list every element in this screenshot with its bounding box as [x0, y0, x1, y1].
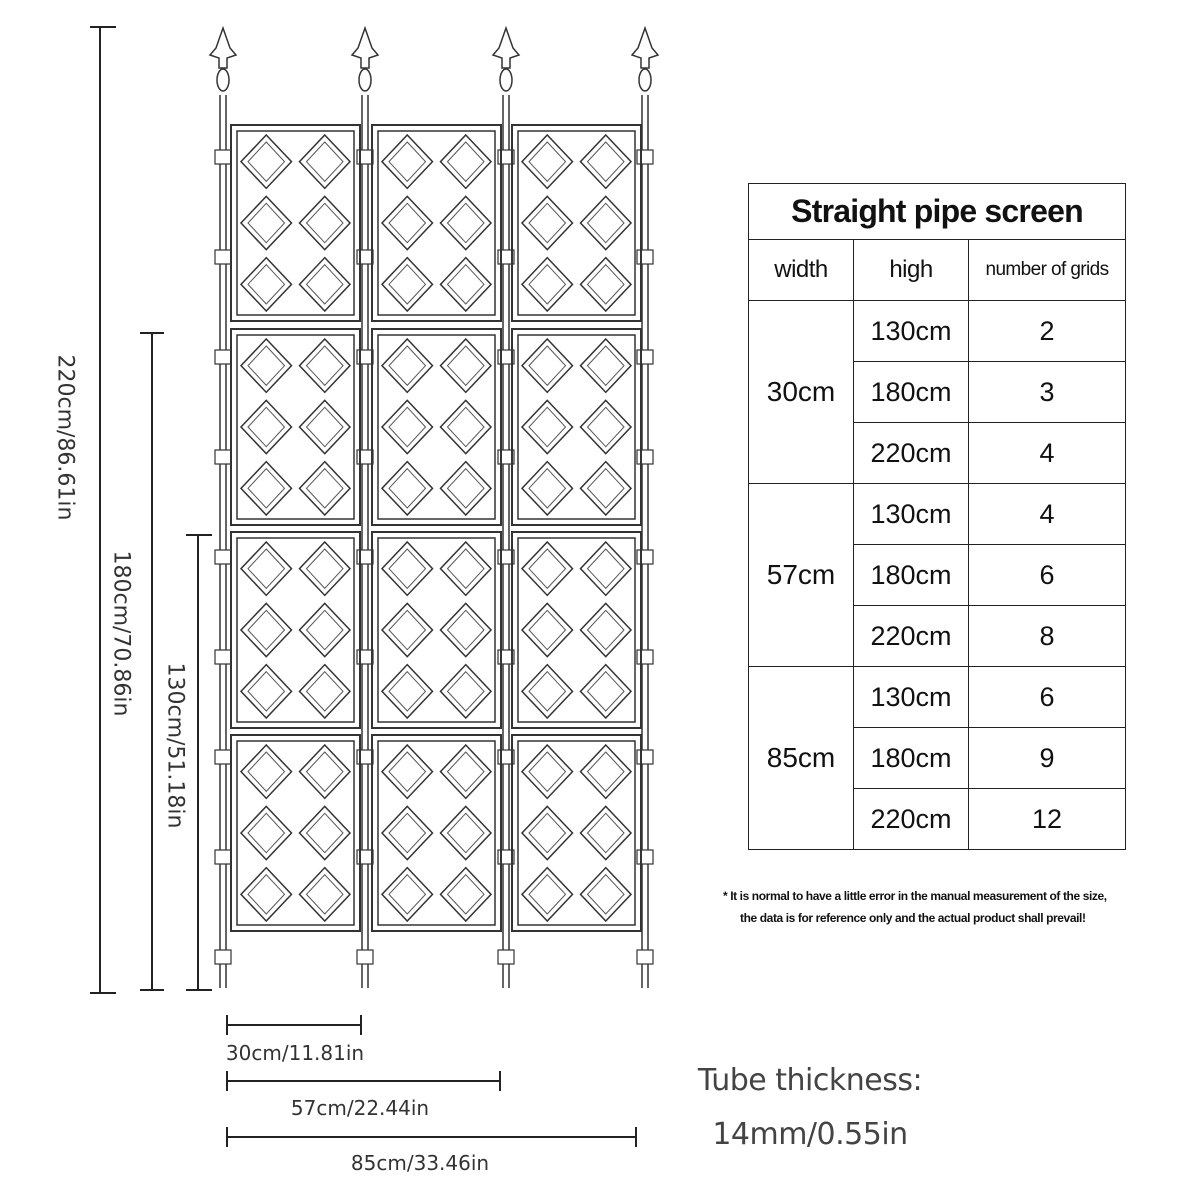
hinge	[498, 950, 514, 964]
high-cell: 220cm	[854, 789, 969, 850]
high-cell: 220cm	[854, 606, 969, 667]
hinge	[215, 750, 231, 764]
hinge	[637, 950, 653, 964]
panel-inner	[237, 335, 354, 519]
high-cell: 180cm	[854, 545, 969, 606]
panel-inner	[237, 131, 354, 315]
table-title: Straight pipe screen	[749, 184, 1126, 240]
panel-frame	[512, 735, 641, 931]
high-cell: 130cm	[854, 301, 969, 362]
table-row	[749, 667, 1126, 728]
hinge	[637, 250, 653, 264]
panel-inner	[518, 741, 635, 925]
panel-frame	[512, 329, 641, 525]
hinge	[637, 650, 653, 664]
tube-thickness-label: Tube thickness:	[697, 1063, 923, 1098]
hinge	[215, 850, 231, 864]
note-line-1: * It is normal to have a little error in the manual measurement of the size,	[723, 889, 1107, 903]
header-high: high	[854, 240, 969, 301]
grids-cell: 9	[969, 728, 1126, 789]
grids-cell: 4	[969, 484, 1126, 545]
panel-frame	[372, 329, 501, 525]
finial	[352, 28, 378, 68]
measurement-note	[723, 885, 1107, 929]
hinge	[215, 550, 231, 564]
height-small-label: 130cm/51.18in	[162, 662, 188, 829]
panel-inner	[518, 335, 635, 519]
high-cell: 180cm	[854, 728, 969, 789]
grids-cell: 6	[969, 667, 1126, 728]
hinge	[215, 150, 231, 164]
width-2-label: 57cm/22.44in	[290, 1096, 430, 1120]
finial	[493, 28, 519, 68]
hinge	[215, 350, 231, 364]
width-cell: 85cm	[749, 667, 854, 850]
dimension-lines	[90, 27, 636, 1147]
hinge	[215, 650, 231, 664]
panel-frame	[512, 532, 641, 728]
width-cell: 57cm	[749, 484, 854, 667]
hinge	[637, 750, 653, 764]
panel-inner	[378, 741, 495, 925]
width-1-label: 30cm/11.81in	[225, 1041, 365, 1065]
panel-frame	[231, 125, 360, 321]
tube-thickness-value: 14mm/0.55in	[712, 1117, 908, 1152]
panel-frame	[231, 735, 360, 931]
panel-frame	[372, 735, 501, 931]
height-mid-label: 180cm/70.86in	[108, 550, 134, 717]
width-3-label: 85cm/33.46in	[350, 1151, 490, 1175]
height-total-label: 220cm/86.61in	[52, 354, 78, 521]
lattice-panels	[231, 125, 641, 931]
finial-ball	[639, 69, 651, 91]
hinge	[357, 950, 373, 964]
panel-inner	[378, 538, 495, 722]
high-cell: 220cm	[854, 423, 969, 484]
grids-cell: 6	[969, 545, 1126, 606]
high-cell: 130cm	[854, 484, 969, 545]
hinge	[637, 550, 653, 564]
hinge	[637, 150, 653, 164]
panel-frame	[231, 532, 360, 728]
header-grids: number of grids	[969, 240, 1126, 301]
spec-table	[748, 183, 1126, 850]
panel-frame	[512, 125, 641, 321]
table-row	[749, 484, 1126, 545]
grids-cell: 2	[969, 301, 1126, 362]
grids-cell: 12	[969, 789, 1126, 850]
finial-ball	[217, 69, 229, 91]
finial-ball	[500, 69, 512, 91]
note-line-2: the data is for reference only and the actual product shall prevail!	[740, 911, 1086, 925]
hinge	[637, 850, 653, 864]
hinge	[215, 450, 231, 464]
panel-inner	[518, 538, 635, 722]
width-cell: 30cm	[749, 301, 854, 484]
panel-frame	[372, 532, 501, 728]
panel-inner	[378, 335, 495, 519]
finial	[210, 28, 236, 68]
grids-cell: 3	[969, 362, 1126, 423]
finial	[632, 28, 658, 68]
panel-inner	[237, 538, 354, 722]
header-width: width	[749, 240, 854, 301]
hinge	[637, 350, 653, 364]
panel-inner	[237, 741, 354, 925]
grids-cell: 4	[969, 423, 1126, 484]
hinge	[215, 950, 231, 964]
finial-ball	[359, 69, 371, 91]
panel-inner	[518, 131, 635, 315]
hinge	[215, 250, 231, 264]
high-cell: 180cm	[854, 362, 969, 423]
panel-inner	[378, 131, 495, 315]
grids-cell: 8	[969, 606, 1126, 667]
panel-frame	[231, 329, 360, 525]
panel-frame	[372, 125, 501, 321]
table-row	[749, 301, 1126, 362]
hinge	[637, 450, 653, 464]
high-cell: 130cm	[854, 667, 969, 728]
